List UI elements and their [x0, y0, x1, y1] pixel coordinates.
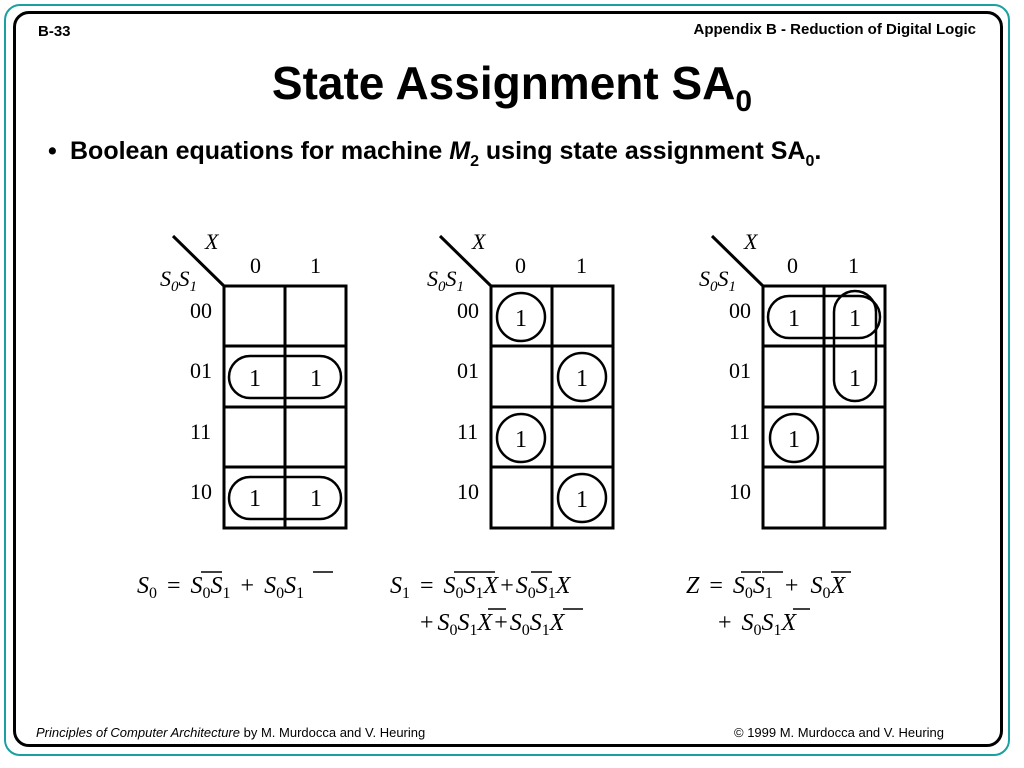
kmap-z-row-00: 00: [729, 298, 751, 323]
kmap-z-row-10: 10: [729, 479, 751, 504]
kmap-s1-cell-10-1: 1: [576, 487, 588, 513]
footer-book-credit: [36, 725, 425, 740]
kmap-s0-cell-10-1: 1: [310, 486, 322, 512]
kmap-s0-row-01: 01: [190, 358, 212, 383]
equation-s1-line-2: + $S_0S_1X+S_0S_1X$: [420, 610, 565, 639]
kmap-z-cell-01-1: 1: [849, 366, 861, 392]
kmap-s1-row-01: 01: [457, 358, 479, 383]
kmap-s1-x-label: X: [472, 229, 486, 254]
title-main: State Assignment SA: [271, 57, 736, 109]
kmap-s1-row-var: $S_0S_1$: [427, 266, 464, 295]
kmap-z-row-01: 01: [729, 358, 751, 383]
kmap-s1: [427, 229, 613, 528]
kmap-s1-row-11: 11: [457, 419, 479, 444]
kmap-z-x-label: X: [744, 229, 758, 254]
kmap-s0-col-1: 1: [310, 253, 321, 278]
kmap-s1-col-0: 0: [515, 253, 526, 278]
bullet-text-before: Boolean equations for machine: [70, 137, 450, 165]
kmap-z-col-0: 0: [787, 253, 798, 278]
kmap-s1-cell-11-0: 1: [515, 427, 527, 453]
kmap-z-row-var: $S_0S_1$: [699, 266, 736, 295]
bullet-machine-sub: 2: [470, 153, 479, 170]
kmap-s0-cell-10-0: 1: [249, 486, 261, 512]
kmap-s1-cell-00-0: 1: [515, 306, 527, 332]
kmap-z-cell-11-0: 1: [788, 427, 800, 453]
kmap-s0-row-10: 10: [190, 479, 212, 504]
kmap-s1-col-1: 1: [576, 253, 587, 278]
kmap-z-cell-00-0: 1: [788, 306, 800, 332]
equations: [137, 572, 851, 639]
kmap-s0-x-label: X: [205, 229, 219, 254]
bullet-assign-sub: 0: [805, 153, 815, 170]
footer-book-title: Principles of Computer Architecture: [36, 725, 240, 740]
kmap-s1-row-10: 10: [457, 479, 479, 504]
equation-z-line-1: $Z = S_0S_1 + S_0X$: [686, 573, 846, 602]
equation-s1-line-1: $S_1 = S_0S_1X+S_0S_1X$: [390, 573, 571, 602]
footer-authors: by M. Murdocca and V. Heuring: [240, 725, 426, 740]
bullet-marker: •: [48, 137, 57, 165]
kmap-s0-cell-01-0: 1: [249, 366, 261, 392]
bullet-machine: M: [449, 137, 471, 165]
kmap-z-cell-00-1: 1: [849, 306, 861, 332]
kmap-z-row-11: 11: [729, 419, 751, 444]
equation-z-line-2: + $S_0S_1X$: [718, 610, 797, 639]
kmap-s1-cell-01-1: 1: [576, 366, 588, 392]
kmap-s0-cell-01-1: 1: [310, 366, 322, 392]
kmap-s0: [160, 229, 346, 528]
bullet-text-middle: using state assignment SA: [478, 137, 806, 165]
title-subscript: 0: [735, 85, 753, 118]
slide-number: B-33: [38, 23, 71, 40]
kmap-s0-col-0: 0: [250, 253, 261, 278]
footer-copyright: © 1999 M. Murdocca and V. Heuring: [734, 725, 944, 740]
appendix-title: Appendix B - Reduction of Digital Logic: [693, 21, 976, 38]
kmap-s0-row-00: 00: [190, 298, 212, 323]
kmap-s0-row-11: 11: [190, 419, 212, 444]
kmap-s1-row-00: 00: [457, 298, 479, 323]
kmap-s0-row-var: $S_0S_1$: [160, 266, 197, 295]
equation-s0: $S_0 = S_0S_1 + S_0S_1$: [137, 573, 305, 602]
kmap-z-col-1: 1: [848, 253, 859, 278]
kmap-z: [699, 229, 885, 528]
bullet-text-end: .: [814, 137, 822, 165]
